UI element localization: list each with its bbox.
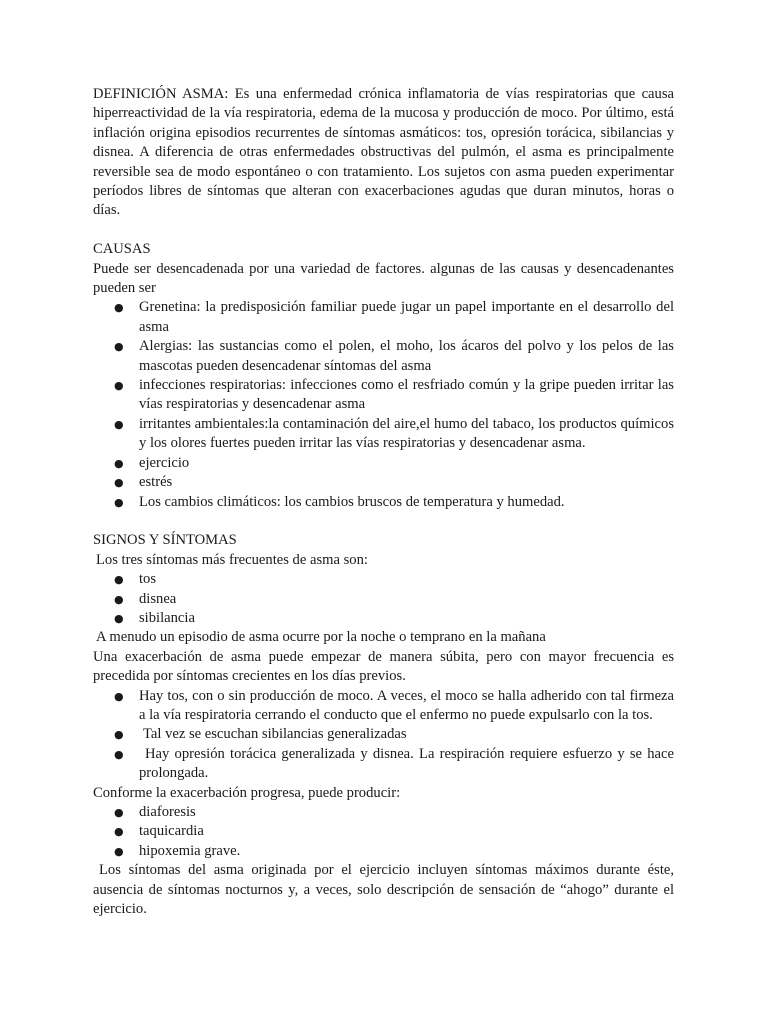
list-item: ● Alergias: las sustancias como el polen, el moho, los ácaros del polvo y los pelos de las mascotas pueden desencadenar síntomas del asma xyxy=(114,338,674,374)
causas-heading: CAUSAS xyxy=(93,241,151,258)
bullet-icon: ● xyxy=(114,806,124,819)
list-item: ● infecciones respiratorias: infecciones como el resfriado común y la gripe pueden irritar las vías respiratorias y desencadenar asma xyxy=(114,377,674,413)
list-item: ● sibilancia xyxy=(93,609,674,628)
exacerbacion-paragraph: Una exacerbación de asma puede empezar de manera súbita, pero con mayor frecuencia es precedida por síntomas crecientes en los días previos. xyxy=(93,648,674,685)
list-item: ● disnea xyxy=(93,590,674,609)
signos-heading: SIGNOS Y SÍNTOMAS xyxy=(93,532,237,549)
exacerbacion-list xyxy=(93,687,674,784)
bullet-icon: ● xyxy=(114,573,124,587)
causas-intro: Puede ser desencadenada por una variedad de factores. algunas de las causas y desencadenantes pueden ser xyxy=(93,260,674,297)
bullet-icon: ● xyxy=(114,844,124,858)
noche-paragraph: A menudo un episodio de asma ocurre por la noche o temprano en la mañana xyxy=(96,629,546,646)
list-item: ● irritantes ambientales:la contaminación del aire,el humo del tabaco, los productos químicos y los olores fuertes pueden irritar las vías respiratorias y desencadenar asma. xyxy=(114,415,674,452)
bullet-icon: ● xyxy=(114,611,124,625)
progresa-paragraph: Conforme la exacerbación progresa, puede producir: xyxy=(93,784,401,801)
list-item: ● Hay tos, con o sin producción de moco. A veces, el moco se halla adherido con tal firmeza a la vía respiratoria cerrando el conducto que el enfermo no puede expulsarlo con la tos. xyxy=(114,687,674,723)
list-item: ● estrés xyxy=(93,473,674,492)
progresa-list xyxy=(93,803,674,861)
bullet-icon: ● xyxy=(114,689,124,703)
bullet-icon: ● xyxy=(114,592,124,606)
frecuentes-list xyxy=(93,570,674,628)
list-item: ● Grenetina: la predisposición familiar puede jugar un papel importante en el desarrollo del asma xyxy=(114,299,674,335)
list-item: ● ejercicio xyxy=(93,454,674,473)
bullet-icon: ● xyxy=(114,495,124,509)
bullet-icon: ● xyxy=(114,340,124,354)
list-item: ● diaforesis xyxy=(93,803,674,822)
document-page xyxy=(93,85,674,919)
bullet-icon: ● xyxy=(114,728,124,742)
list-item: ● Hay opresión torácica generalizada y disnea. La respiración requiere esfuerzo y se hace prolongada. xyxy=(114,745,674,782)
list-item: ● Los cambios climáticos: los cambios bruscos de temperatura y humedad. xyxy=(93,493,674,512)
list-item: ● tos xyxy=(93,570,674,589)
ejercicio-paragraph: Los síntomas del asma originada por el ejercicio incluyen síntomas máximos durante éste, ausencia de síntomas nocturnos y, a veces, solo descripción de sensación de “ahogo” durante el ejercicio. xyxy=(93,862,674,918)
list-item: ● taquicardia xyxy=(93,822,674,841)
bullet-icon: ● xyxy=(114,476,124,490)
bullet-icon: ● xyxy=(114,417,124,431)
bullet-icon: ● xyxy=(114,301,124,315)
definicion-paragraph: DEFINICIÓN ASMA: Es una enfermedad crónica inflamatoria de vías respiratorias que causa hiperreactividad de la vía respiratoria, edema de la mucosa y producción de moco. Por último, está inflación origina episodios recurrentes de síntomas asmáticos: tos, opresión torácica, sibilancias y disnea. A diferencia de otras enfermedades obstructivas del pulmón, el asma es principalmente reversible sea de modo espontáneo o con tratamiento. Los sujetos con asma pueden experimentar períodos libres de síntomas que alteran con exacerbaciones agudas que duran minutos, horas o días. xyxy=(93,86,674,219)
list-item: ● hipoxemia grave. xyxy=(93,842,674,861)
bullet-icon: ● xyxy=(114,747,124,761)
signos-intro: Los tres síntomas más frecuentes de asma son: xyxy=(96,551,368,568)
bullet-icon: ● xyxy=(114,456,124,470)
bullet-icon: ● xyxy=(114,379,124,393)
bullet-icon: ● xyxy=(114,825,124,839)
list-item: ● Tal vez se escuchan sibilancias generalizadas xyxy=(93,725,674,744)
causas-list xyxy=(93,298,674,511)
